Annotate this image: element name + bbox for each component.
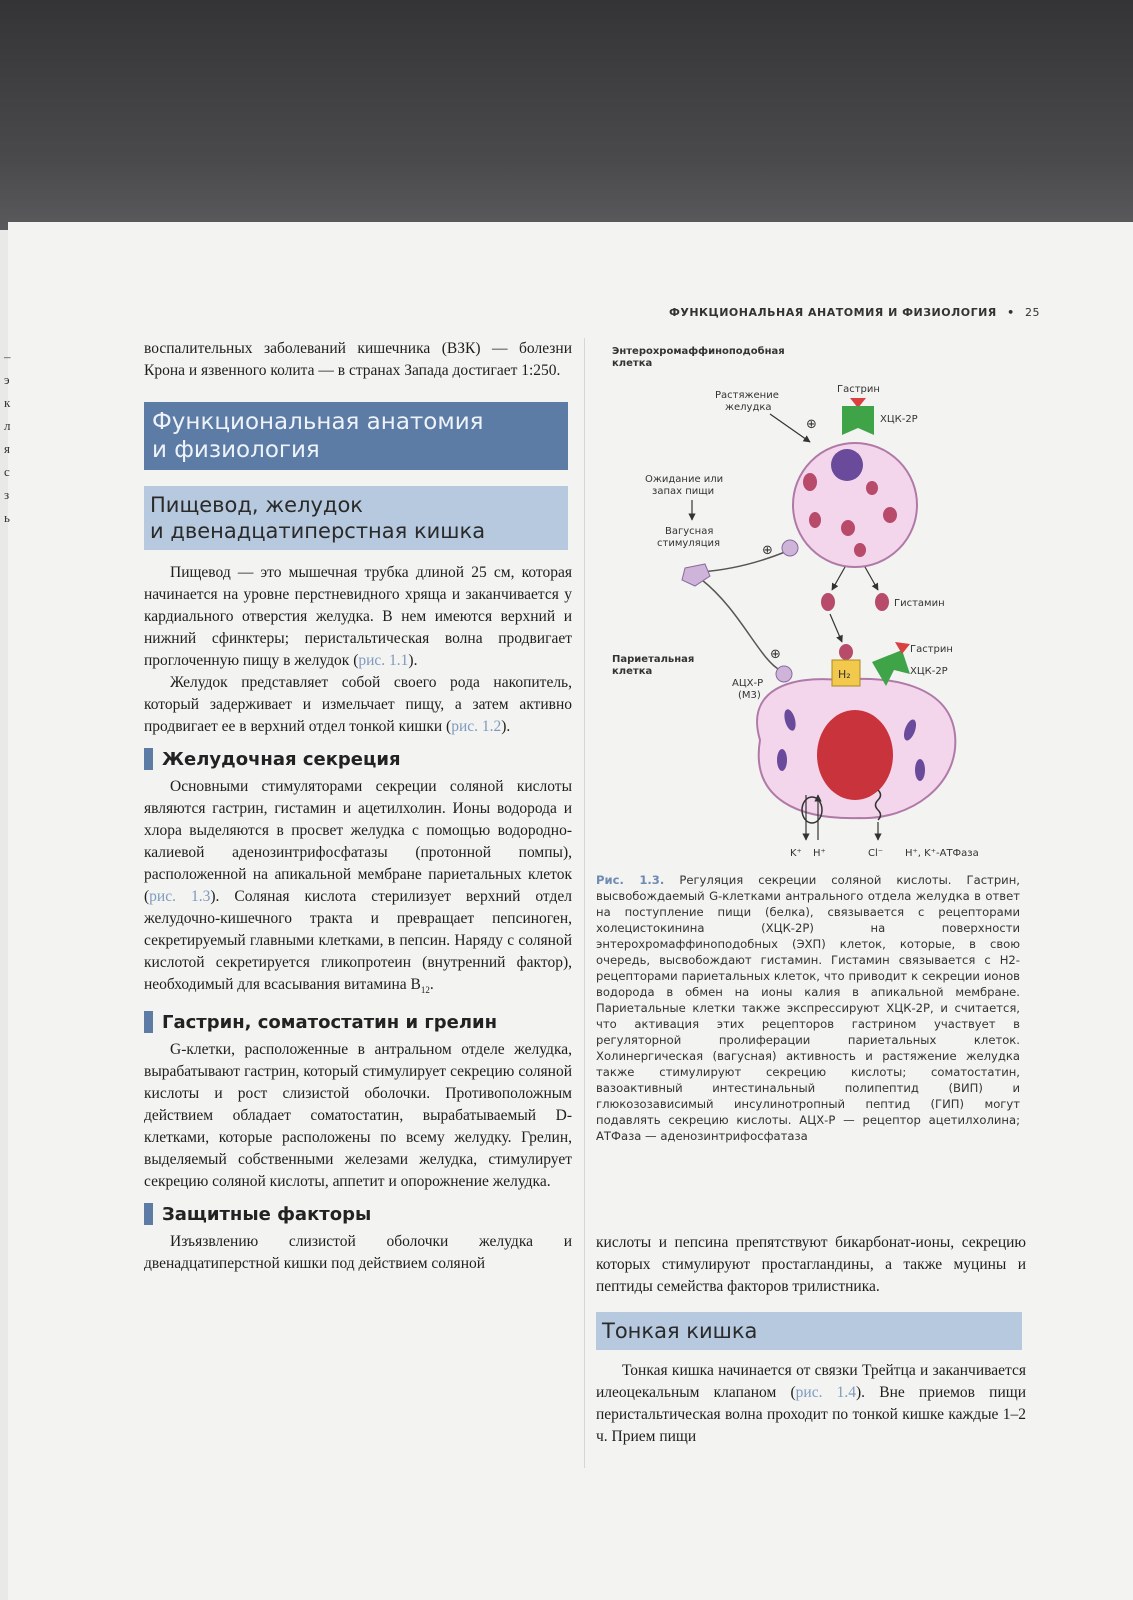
granule (883, 507, 897, 523)
page-number: 25 (1025, 306, 1040, 319)
ecl-cell-title-1: Энтерохромаффиноподобная (612, 346, 785, 357)
scan-dark-band (0, 0, 1133, 230)
vagal-label-2: стимуляция (657, 538, 721, 549)
secretion-paragraph (144, 776, 572, 1001)
acid-secretion-diagram (610, 340, 1030, 865)
paragraph-text: ). Соляная кислота стерилизует верхний отдел желудочно-кишечного тракта и превращает пепсиноген, секретируемый главными клетками, в пепсин. Наряду с соляной кислотой секретируется гликопротеин (внутренний фактор), необходимый для всасывания витамина В (144, 888, 572, 993)
gastrin-bottom-label: Гастрин (910, 644, 953, 655)
paragraph-text: Тонкая кишка начинается от связки Трейтца и заканчивается илеоцекальным клапаном ( (596, 1362, 1026, 1401)
granule (841, 520, 855, 536)
figure-caption (596, 872, 1020, 1144)
edge-letter: – (4, 349, 11, 364)
histamine-bound (839, 644, 853, 660)
chapter-title-banner (144, 402, 568, 470)
paragraph-text: . (429, 976, 434, 993)
running-title: ФУНКЦИОНАЛЬНАЯ АНАТОМИЯ И ФИЗИОЛОГИЯ (668, 306, 997, 319)
figure-reference-link[interactable]: рис. 1.2 (451, 718, 502, 735)
stomach-paragraph (144, 672, 572, 738)
subheading-bar (144, 748, 153, 770)
waiting-label-1: Ожидание или (645, 474, 724, 485)
granule (854, 543, 866, 557)
subheading-text: Желудочная секреция (162, 748, 401, 770)
section-title-line-1: Пищевод, желудок (150, 493, 363, 517)
subheading-text: Защитные факторы (162, 1203, 372, 1225)
subheading-text: Гастрин, соматостатин и грелин (162, 1011, 498, 1033)
histamine-to-h2-arrow (830, 614, 842, 642)
paragraph-text: ). Вне приемов пищи перистальтическая волна проходит по тонкой кишке каждые 1–2 ч. Прием пищи (596, 1384, 1026, 1445)
ach-terminal-lower (776, 666, 792, 682)
column-divider (584, 338, 585, 1468)
h2-label: Н₂ (838, 668, 851, 681)
plus-sign: ⊕ (762, 543, 773, 558)
histamine-arrow-left (832, 567, 845, 590)
mitochondrion (777, 749, 787, 771)
chapter-title-line-2: и физиология (152, 437, 320, 463)
bicarbonate-paragraph: кислоты и пепсина препятствуют бикарбонат-ионы, секрецию которых стимулируют простагландины, а также муцины и пептиды семейства факторов трилистника. (596, 1234, 1026, 1295)
parietal-nucleus (817, 710, 893, 800)
cck2r-top-receptor (842, 406, 874, 435)
subheading-bar (144, 1011, 153, 1033)
vagal-label-1: Вагусная (665, 526, 714, 537)
previous-page-edge (4, 345, 20, 529)
edge-letter: ь (4, 510, 10, 525)
section-title-banner (144, 486, 568, 550)
edge-letter: э (4, 372, 10, 387)
edge-letter: з (4, 487, 10, 502)
edge-letter: с (4, 464, 10, 479)
histamine-granule (875, 593, 889, 611)
subscript: 12 (420, 985, 430, 996)
achr-label-2: (М3) (738, 690, 761, 701)
plus-sign: ⊕ (806, 417, 817, 432)
ion-k-label: K⁺ (790, 848, 802, 859)
figure-1-3 (610, 340, 1030, 865)
vagal-nerve-lower (702, 580, 780, 670)
stretch-label-1: Растяжение (715, 390, 779, 401)
small-intestine-banner: Тонкая кишка (596, 1312, 1022, 1350)
stretch-label-2: желудка (725, 402, 772, 413)
stretch-arrow (770, 414, 810, 442)
paragraph-text: ). (501, 718, 511, 735)
histamine-granule (821, 593, 835, 611)
gastrin-paragraph: G-клетки, расположенные в антральном отделе желудка, вырабатывают гастрин, который стимулирует секрецию соляной кислоты и рост слизистой оболочки. Противоположным действием обладает соматостатин, вырабатываемый D-клетками, которые расположены по всему желудку. Грелин, выделяемый собственными железами желудка, стимулирует секрецию соляной кислоты, аппетит и опорожнение желудка. (144, 1041, 572, 1191)
figure-reference-link[interactable]: рис. 1.4 (795, 1384, 857, 1401)
left-column (144, 338, 572, 1275)
plus-sign: ⊕ (770, 647, 781, 662)
achr-label-1: АЦХ-Р (732, 678, 764, 689)
intro-paragraph: воспалительных заболеваний кишечника (ВЗК) — болезни Крона и язвенного колита — в странах Запада достигает 1:250. (144, 340, 572, 379)
caption-text: Регуляция секреции соляной кислоты. Гастрин, высвобождаемый G-клетками антрального отдела желудка в ответ на поступление пищи (белка), связывается с рецепторами холецистокинина (ХЦК-2Р) на поверхности энтерохромаффиноподобных (ЭХП) клеток, которые, в свою очередь, высвобождают гистамин. Гистамин связывается с Н2-рецепторами париетальных клеток, что приводит к секреции ионов водорода в обмен на ионы калия в апикальной мембране. Париетальные клетки также экспрессируют ХЦК-2Р, и считается, что активация этих рецепторов гастрином участвует в регуляторной пролиферации париетальных клеток. Холинергическая (вагусная) активность и растяжение желудка также стимулируют секрецию кислоты; соматостатин, вазоактивный интестинальный полипептид (ВИП) и глюкозозависимый инсулинотропный пептид (ГИП) могут подавлять секрецию кислоты. АЦХ-Р — рецептор ацетилхолина; АТФаза — аденозинтрифосфатаза (596, 873, 1020, 1143)
histamine-arrow-right (865, 567, 878, 590)
granule (803, 473, 817, 491)
header-separator: • (1007, 306, 1015, 319)
section-title-line-2: и двенадцатиперстная кишка (150, 519, 486, 543)
subheading-gastric-secretion (144, 748, 572, 770)
mitochondrion (915, 759, 925, 781)
paragraph-text: Желудок представляет собой своего рода накопитель, который задерживает и измельчает пищу, а затем активно продвигает ее в верхний отдел тонкой кишки ( (144, 674, 572, 735)
running-header (600, 306, 1040, 319)
parietal-cell-title-1: Париетальная (612, 654, 695, 665)
waiting-label-2: запах пищи (652, 486, 715, 497)
right-column (596, 1232, 1026, 1448)
protective-paragraph: Изъязвлению слизистой оболочки желудка и двенадцатиперстной кишки под действием соляной (144, 1233, 572, 1273)
edge-letter: к (4, 395, 11, 410)
caption-label: Рис. 1.3. (596, 873, 665, 887)
subheading-gastrin (144, 1011, 572, 1033)
chapter-title-line-1: Функциональная анатомия (152, 409, 484, 435)
figure-reference-link[interactable]: рис. 1.3 (149, 888, 211, 905)
ecl-cell-title-2: клетка (612, 358, 653, 369)
granule (866, 481, 878, 495)
parietal-cell-title-2: клетка (612, 666, 653, 677)
subheading-bar (144, 1203, 153, 1225)
atpase-label: H⁺, K⁺-АТФаза (905, 848, 979, 859)
subheading-protective-factors (144, 1203, 572, 1225)
cck2r-top-label: ХЦК-2Р (880, 414, 918, 425)
paragraph-text: Основными стимуляторами секреции соляной кислоты являются гастрин, гистамин и ацетилхолин. Ионы водорода и хлора выделяются в просвет желудка с помощью водородно-калиевой аденозинтрифосфатазы (протонной помпы), расположенной на апикальной мембране париетальных клеток ( (144, 778, 572, 905)
ecl-nucleus (831, 449, 863, 481)
esophagus-paragraph (144, 562, 572, 672)
gastrin-top-label: Гастрин (837, 384, 880, 395)
paragraph-text: Пищевод — это мышечная трубка длиной 25 см, которая начинается на уровне перстневидного хряща и заканчивается у кардиального отверстия желудка. В нем имеются верхний и нижний сфинктеры; перистальтическая волна продвигает проглоченную пищу в желудок ( (144, 564, 572, 669)
granule (809, 512, 821, 528)
edge-letter: я (4, 441, 10, 456)
figure-reference-link[interactable]: рис. 1.1 (358, 652, 409, 669)
small-intestine-paragraph (596, 1360, 1026, 1448)
edge-letter: л (4, 418, 11, 433)
ach-terminal-upper (782, 540, 798, 556)
ion-cl-label: Cl⁻ (868, 848, 884, 859)
histamine-label: Гистамин (894, 598, 945, 609)
paragraph-text: ). (408, 652, 418, 669)
ion-h-label: H⁺ (813, 848, 826, 859)
cck2r-bottom-label: ХЦК-2Р (910, 666, 948, 677)
